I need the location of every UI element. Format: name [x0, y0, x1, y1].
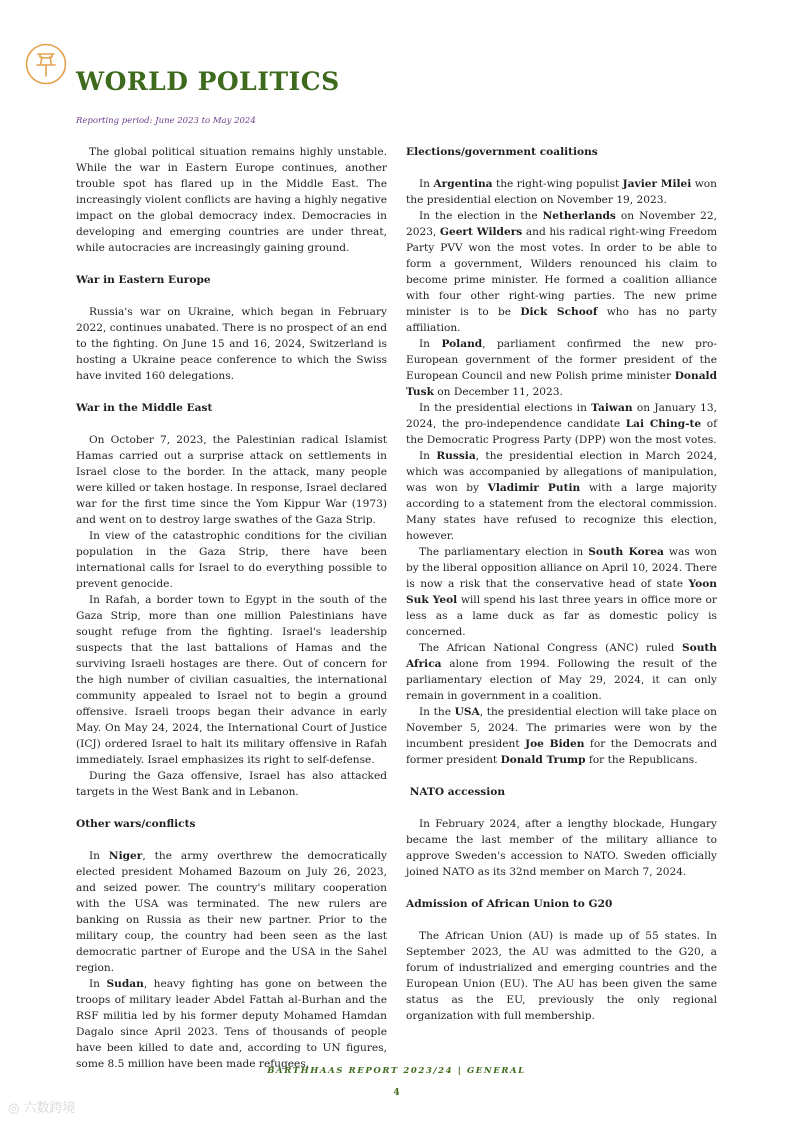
right-column [406, 144, 717, 1024]
paragraph-middle-east-4: During the Gaza offensive, Israel has also attacked targets in the West Bank and in Lebanon. [76, 770, 387, 798]
heading-eastern-europe: War in Eastern Europe [76, 274, 211, 286]
paragraph-taiwan: In the presidential elections in Taiwan on January 13, 2024, the pro-independence candidate Lai Ching-te of the Democratic Progress Party (DPP) won the most votes. [406, 402, 718, 446]
page-title: WORLD POLITICS [76, 67, 340, 96]
paragraph-argentina: In Argentina the right-wing populist Javier Milei won the presidential election on November 19, 2023. [406, 178, 717, 206]
paragraph-netherlands: In the election in the Netherlands on November 22, 2023, Geert Wilders and his radical right-wing Freedom Party PVV won the most votes. In order to be able to form a government, Wilders renounced his claim to become prime minister. He formed a coalition alliance with four other right-wing parties. The new prime minister is to be Dick Schoof who has no party affiliation. [406, 210, 717, 334]
paragraph-african-union: The African Union (AU) is made up of 55 states. In September 2023, the AU was admitted to the G20, a forum of industrialized and emerging countries and the European Union (EU). The AU has been given the same status as the EU, previously the only regional organization with full membership. [406, 930, 717, 1022]
pushpin-logo-icon [25, 43, 67, 85]
paragraph-south-africa: The African National Congress (ANC) ruled South Africa alone from 1994. Following the result of the parliamentary election of May 29, 2024, it can only remain in government in a coalition. [406, 642, 717, 702]
heading-elections: Elections/government coalitions [406, 146, 598, 158]
footer-report-title: BARTHHAAS REPORT 2023/24 | GENERAL [267, 1066, 526, 1076]
country-sudan: Sudan [106, 978, 144, 990]
watermark-logo-icon: ◎ [8, 1101, 20, 1116]
paragraph-russia: In Russia, the presidential election in March 2024, which was accompanied by allegations of manipulation, was won by Vladimir Putin with a large majority according to a statement from the electoral commission. Many states have refused to recognize this election, however. [406, 450, 717, 542]
watermark: ◎ 六数跨境 [8, 1101, 76, 1116]
heading-nato: NATO accession [406, 786, 506, 798]
intro-paragraph: The global political situation remains highly unstable. While the war in Eastern Europe continues, another trouble spot has flared up in the Middle East. The increasingly violent conflicts are having a highly negative impact on the global democracy index. Democracies in developing and emerging countries are under threat, while autocracies are increasingly gaining ground. [76, 146, 387, 254]
paragraph-niger: In Niger, the army overthrew the democratically elected president Mohamed Bazoum on July 26, 2023, and seized power. The country's military cooperation with the USA was terminated. The new rulers are banking on Russia as their new partner. Prior to the military coup, the country had been seen as the last democratic partner of Europe and the USA in the Sahel region. [76, 850, 387, 974]
country-niger: Niger [108, 850, 143, 862]
left-column [76, 144, 387, 1072]
paragraph-usa: In the USA, the presidential election will take place on November 5, 2024. The primaries were won by the incumbent president Joe Biden for the Democrats and former president Donald Trump for the Republicans. [406, 706, 718, 766]
paragraph-poland: In Poland, parliament confirmed the new pro-European government of the former president of the European Council and new Polish prime minister Donald Tusk on December 11, 2023. [406, 338, 717, 398]
paragraph-middle-east-2: In view of the catastrophic conditions for the civilian population in the Gaza Strip, there have been international calls for Israel to do everything possible to prevent genocide. [76, 530, 387, 590]
paragraph-south-korea: The parliamentary election in South Korea was won by the liberal opposition alliance on April 10, 2024. There is now a risk that the conservative head of state Yoon Suk Yeol will spend his last three years in office more or less as a lame duck as far as domestic policy is concerned. [406, 546, 718, 638]
paragraph-middle-east-3: In Rafah, a border town to Egypt in the south of the Gaza Strip, more than one million Palestinians have sought refuge from the fighting. Israel's leadership suspects that the last battalions of Hamas and the surviving Israeli hostages are there. Out of concern for the high number of civilian casualties, the international community appealed to Israel not to begin a ground offensive. Israeli troops began their advance in early May. On May 24, 2024, the International Court of Justice (ICJ) ordered Israel to halt its military offensive in Rafah immediately. Israel emphasizes its right to self-defense. [76, 594, 387, 766]
reporting-period: Reporting period: June 2023 to May 2024 [76, 116, 256, 126]
heading-african-union: Admission of African Union to G20 [406, 898, 613, 910]
paragraph-eastern-europe: Russia's war on Ukraine, which began in February 2022, continues unabated. There is no prospect of an end to the fighting. On June 15 and 16, 2024, Switzerland is hosting a Ukraine peace conference to which the Swiss have invited 160 delegations. [76, 306, 387, 382]
page-number: 4 [393, 1088, 400, 1098]
paragraph-middle-east-1: On October 7, 2023, the Palestinian radical Islamist Hamas carried out a surprise attack on settlements in Israel close to the border. In the attack, many people were killed or taken hostage. In response, Israel declared war for the first time since the Yom Kippur War (1973) and went on to destroy large swathes of the Gaza Strip. [76, 434, 387, 526]
heading-other-wars: Other wars/conflicts [76, 818, 196, 830]
heading-middle-east: War in the Middle East [76, 402, 213, 414]
paragraph-nato: In February 2024, after a lengthy blockade, Hungary became the last member of the military alliance to approve Sweden's accession to NATO. Sweden officially joined NATO as its 32nd member on March 7, 2024. [406, 818, 717, 878]
paragraph-sudan: In Sudan, heavy fighting has gone on between the troops of military leader Abdel Fattah al-Burhan and the RSF militia led by his former deputy Mohamed Hamdan Dagalo since April 2023. Tens of thousands of people have been killed to date and, according to UN figures, some 8.5 million have been made refugees. [76, 978, 387, 1070]
